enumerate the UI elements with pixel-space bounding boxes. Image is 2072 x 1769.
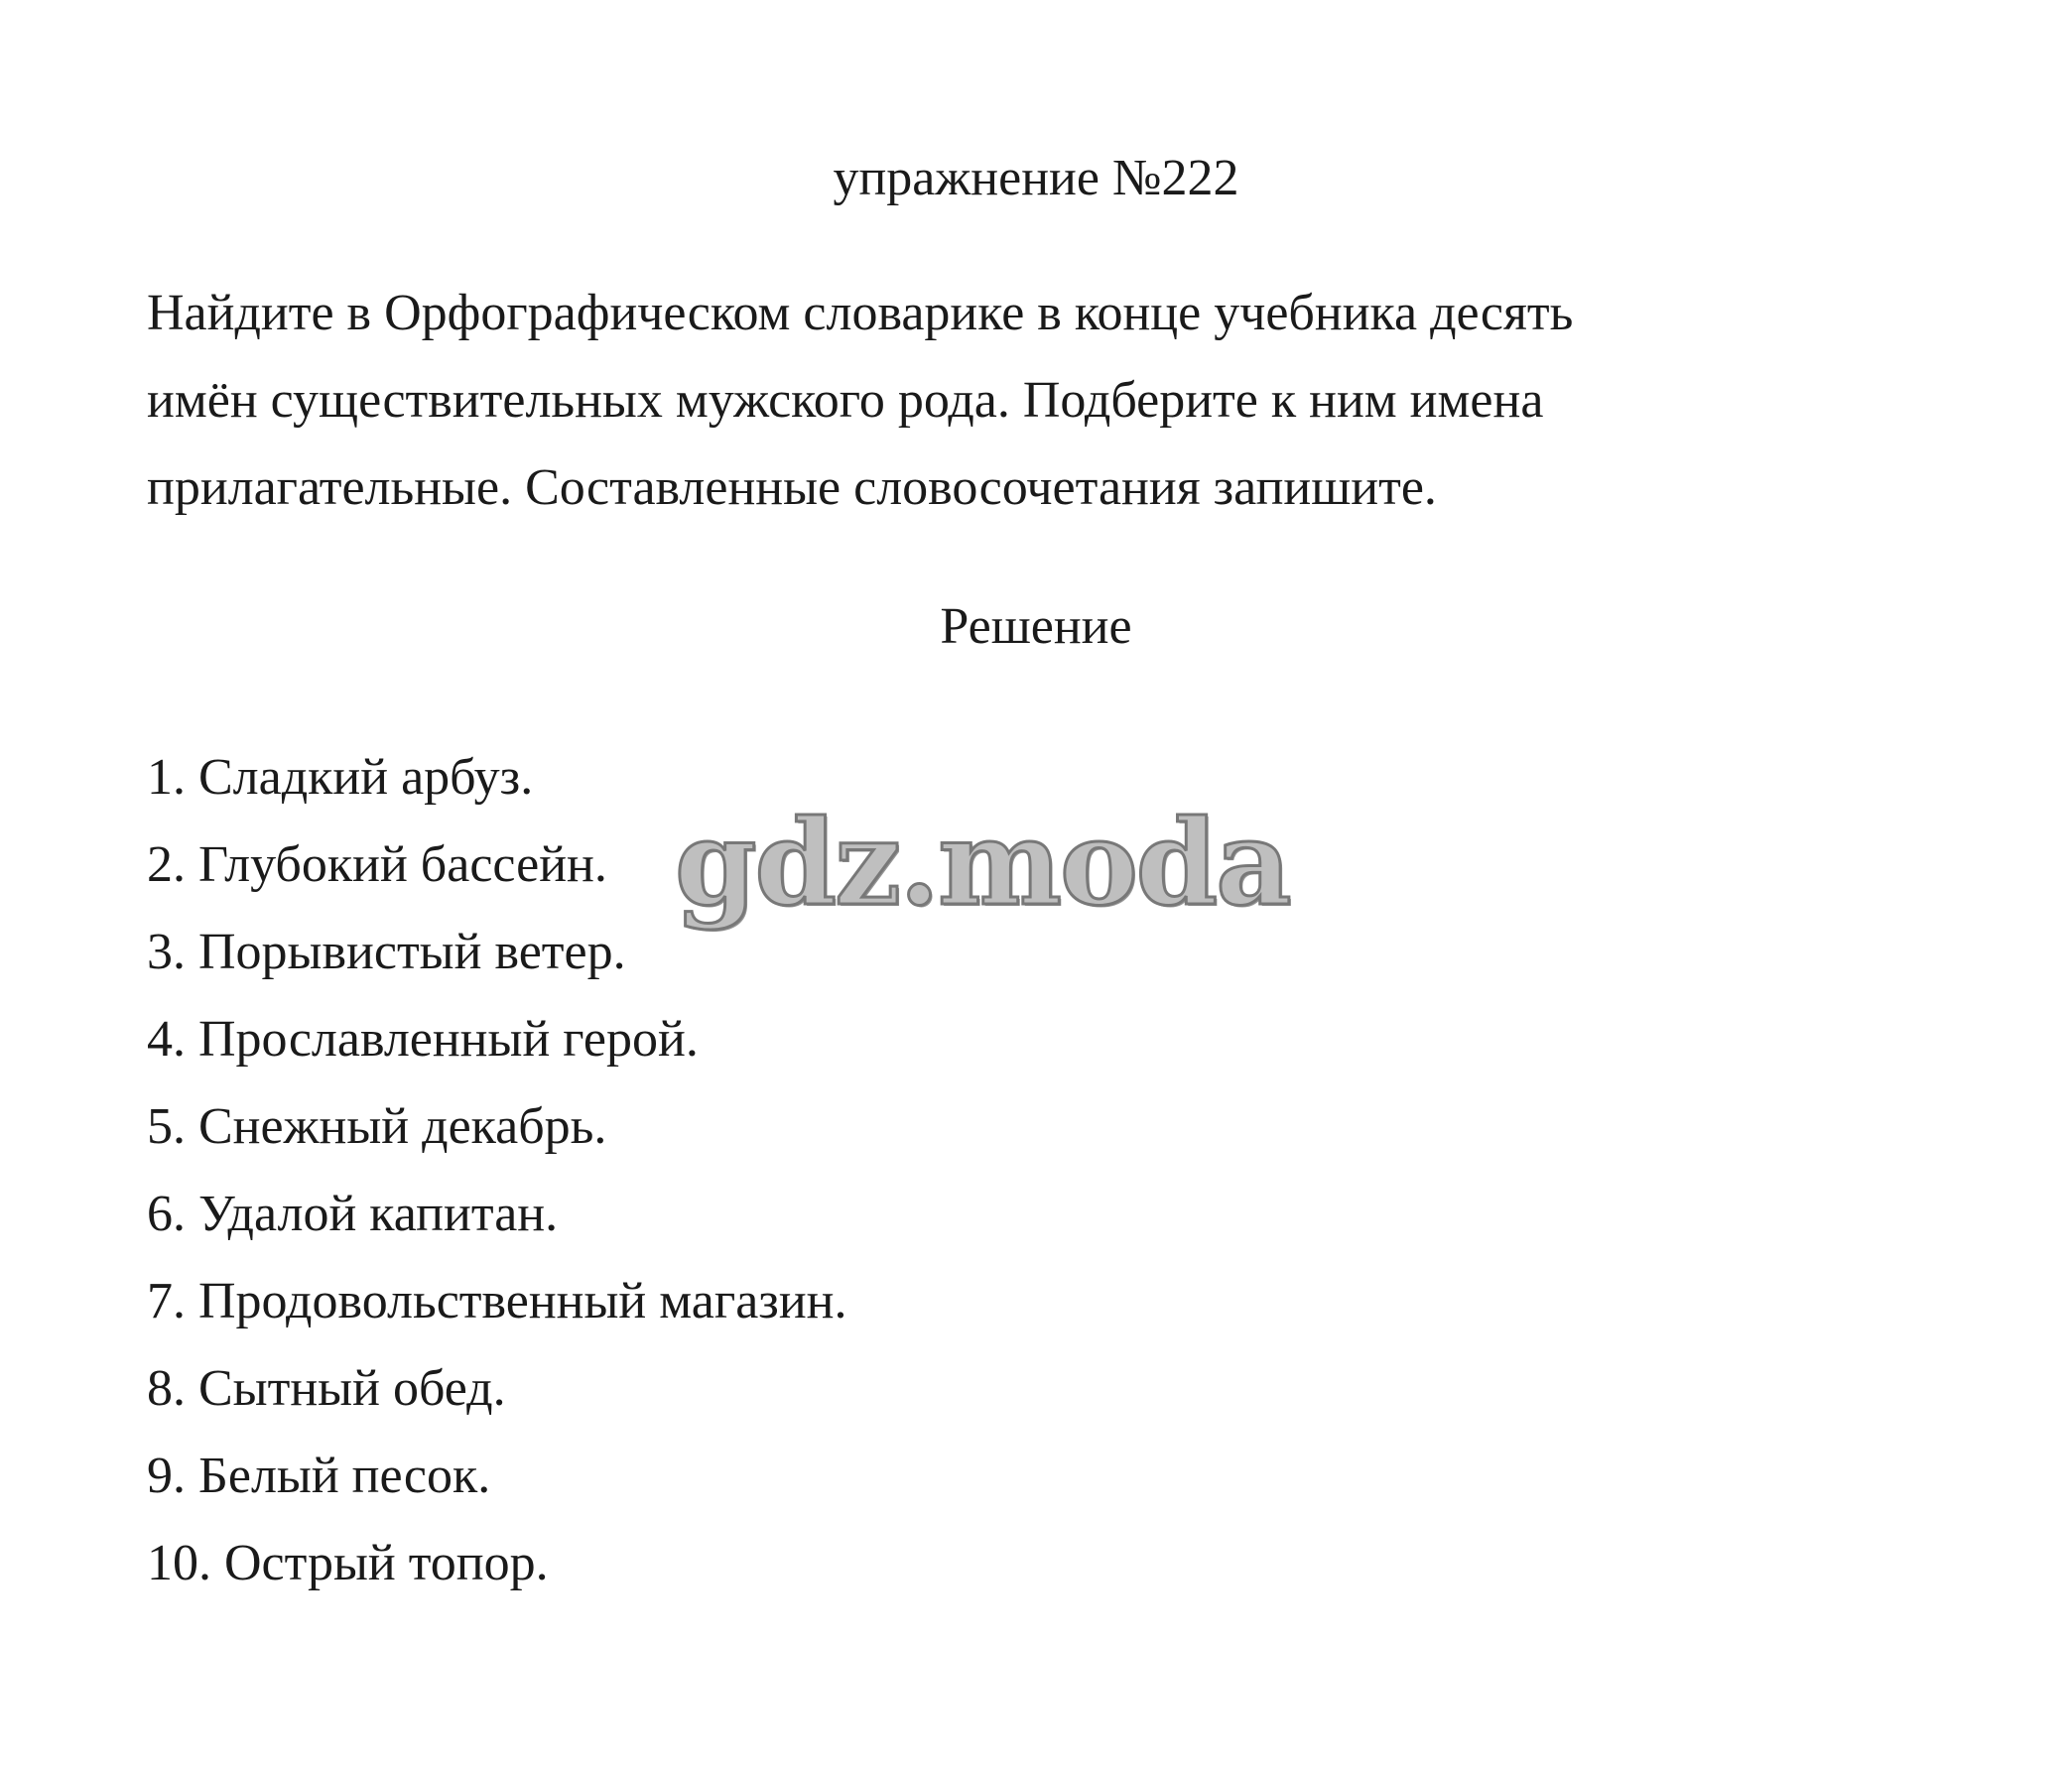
list-item: 7. Продовольственный магазин. [147, 1273, 847, 1329]
task-text [147, 270, 1993, 532]
list-item: 6. Удалой капитан. [147, 1186, 559, 1242]
task-line: Найдите в Орфографическом словарике в конце учебника десять [147, 285, 1574, 341]
list-item: 2. Глубокий бассейн. [147, 836, 607, 893]
list-item: 9. Белый песок. [147, 1448, 491, 1504]
task-line: имён существительных мужского рода. Подберите к ним имена [147, 372, 1544, 429]
list-item: 3. Порывистый ветер. [147, 924, 626, 980]
exercise-title: упражнение №222 [833, 150, 1239, 206]
list-item: 10. Острый топор. [147, 1535, 549, 1591]
task-line: прилагательные. Составленные словосочетания запишите. [147, 459, 1437, 516]
solution-heading: Решение [940, 598, 1132, 655]
list-item: 8. Сытный обед. [147, 1360, 506, 1417]
list-item: 4. Прославленный герой. [147, 1011, 699, 1068]
list-item: 1. Сладкий арбуз. [147, 749, 534, 806]
watermark-logo: gdz.moda [675, 794, 1290, 932]
list-item: 5. Снежный декабрь. [147, 1098, 607, 1155]
